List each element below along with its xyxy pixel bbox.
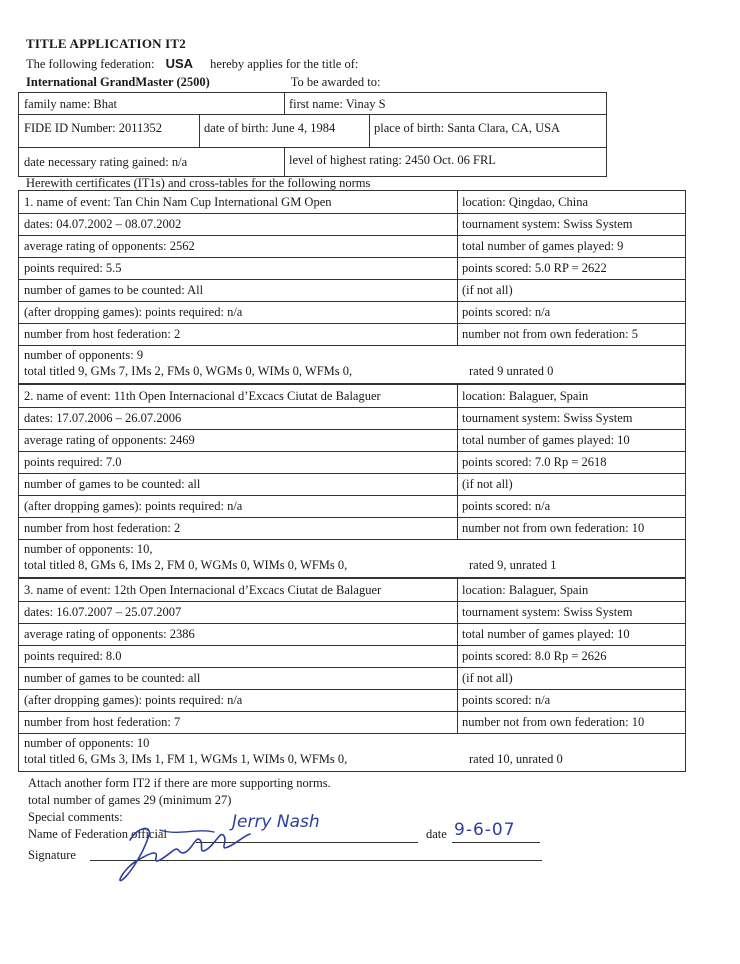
norm-1-row-5-right: (if not all) [462,283,513,297]
special-comments: Special comments: [28,810,123,824]
norm-2-opponents: number of opponents: 10, [24,542,153,556]
norm-3-row-7-right: number not from own federation: 10 [462,715,645,729]
norm-1-row-1-right: location: Qingdao, China [462,195,589,209]
family-name: family name: Bhat [24,97,118,111]
title-applied: International GrandMaster (2500) [26,75,210,89]
norm-3-row-1-right: location: Balaguer, Spain [462,583,589,597]
norm-2-row-1-left: 2. name of event: 11th Open Internacional d’Excacs Ciutat de Balaguer [24,389,381,403]
applicant-table [18,92,607,177]
norm-2-row-4-left: points required: 7.0 [24,455,122,469]
norm-2-row-3-right: total number of games played: 10 [462,433,630,447]
norm-1-row-3-right: total number of games played: 9 [462,239,624,253]
norm-3-opponents: number of opponents: 10 [24,736,150,750]
norm-3-titled: total titled 6, GMs 3, IMs 1, FM 1, WGMs 1, WIMs 0, WFMs 0, [24,752,348,766]
norm-3-row-3-left: average rating of opponents: 2386 [24,627,195,641]
norm-1-row-7-right: number not from own federation: 5 [462,327,638,341]
official-label: Name of Federation official [28,827,167,841]
norm-3-row-5-right: (if not all) [462,671,513,685]
norm-1-row-4-left: points required: 5.5 [24,261,122,275]
norm-3-row-6-left: (after dropping games): points required: n/a [24,693,243,707]
norm-2-titled: total titled 8, GMs 6, IMs 2, FM 0, WGMs 0, WIMs 0, WFMs 0, [24,558,348,572]
norm-2-row-5-left: number of games to be counted: all [24,477,201,491]
norm-1-row-1-left: 1. name of event: Tan Chin Nam Cup International GM Open [24,195,332,209]
norm-1-row-3-left: average rating of opponents: 2562 [24,239,195,253]
norm-1-row-4-right: points scored: 5.0 RP = 2622 [462,261,607,275]
first-name: first name: Vinay S [289,97,386,111]
form-title: TITLE APPLICATION IT2 [26,36,186,51]
norm-2-row-6-right: points scored: n/a [462,499,551,513]
norm-table-3 [18,578,686,772]
norm-3-row-2-right: tournament system: Swiss System [462,605,633,619]
norm-2-row-2-left: dates: 17.07.2006 – 26.07.2006 [24,411,182,425]
federation-suffix: hereby applies for the title of: [210,57,359,71]
date-of-birth: date of birth: June 4, 1984 [204,121,336,135]
federation-name: USA [165,56,194,71]
norm-2-row-5-right: (if not all) [462,477,513,491]
date-label: date [426,827,447,841]
total-games: total number of games 29 (minimum 27) [28,793,232,807]
norm-2-row-1-right: location: Balaguer, Spain [462,389,589,403]
title-line [26,75,380,90]
official-name: Jerry Nash [232,812,320,832]
awarded-label: To be awarded to: [290,75,381,89]
norm-2-row-7-left: number from host federation: 2 [24,521,181,535]
norm-3-row-2-left: dates: 16.07.2007 – 25.07.2007 [24,605,182,619]
norm-1-rated: rated 9 unrated 0 [469,364,554,378]
certificates-line: Herewith certificates (IT1s) and cross-tables for the following norms [26,176,371,190]
attach-note: Attach another form IT2 if there are more supporting norms. [28,776,331,790]
norm-3-row-4-left: points required: 8.0 [24,649,122,663]
norm-table-2 [18,384,686,578]
norm-2-row-3-left: average rating of opponents: 2469 [24,433,195,447]
norm-2-row-6-left: (after dropping games): points required: n/a [24,499,243,513]
fide-id: FIDE ID Number: 2011352 [24,121,163,135]
norm-1-row-6-right: points scored: n/a [462,305,551,319]
norm-3-row-4-right: points scored: 8.0 Rp = 2626 [462,649,607,663]
place-of-birth: place of birth: Santa Clara, CA, USA [374,121,561,135]
norm-1-row-6-left: (after dropping games): points required: n/a [24,305,243,319]
norm-3-row-6-right: points scored: n/a [462,693,551,707]
highest-rating: level of highest rating: 2450 Oct. 06 FRL [289,153,496,167]
norm-1-row-2-left: dates: 04.07.2002 – 08.07.2002 [24,217,182,231]
signature-label: Signature [28,848,76,862]
norm-2-row-2-right: tournament system: Swiss System [462,411,633,425]
norm-2-rated: rated 9, unrated 1 [469,558,557,572]
norm-2-row-7-right: number not from own federation: 10 [462,521,645,535]
norm-3-rated: rated 10, unrated 0 [469,752,563,766]
signature-scribble [108,816,258,886]
norm-1-row-7-left: number from host federation: 2 [24,327,181,341]
norm-2-row-4-right: points scored: 7.0 Rp = 2618 [462,455,607,469]
norm-1-row-5-left: number of games to be counted: All [24,283,204,297]
norm-1-row-2-right: tournament system: Swiss System [462,217,633,231]
norm-3-row-5-left: number of games to be counted: all [24,671,201,685]
date-value: 9-6-07 [454,820,516,840]
norm-table-1 [18,190,686,384]
norm-1-opponents: number of opponents: 9 [24,348,144,362]
federation-line [26,56,358,72]
norm-3-row-7-left: number from host federation: 7 [24,715,181,729]
norm-3-row-3-right: total number of games played: 10 [462,627,630,641]
federation-prefix: The following federation: [26,57,155,71]
norm-1-titled: total titled 9, GMs 7, IMs 2, FMs 0, WGMs 0, WIMs 0, WFMs 0, [24,364,353,378]
rating-gained: date necessary rating gained: n/a [24,155,188,169]
norm-3-row-1-left: 3. name of event: 12th Open Internacional d’Excacs Ciutat de Balaguer [24,583,382,597]
